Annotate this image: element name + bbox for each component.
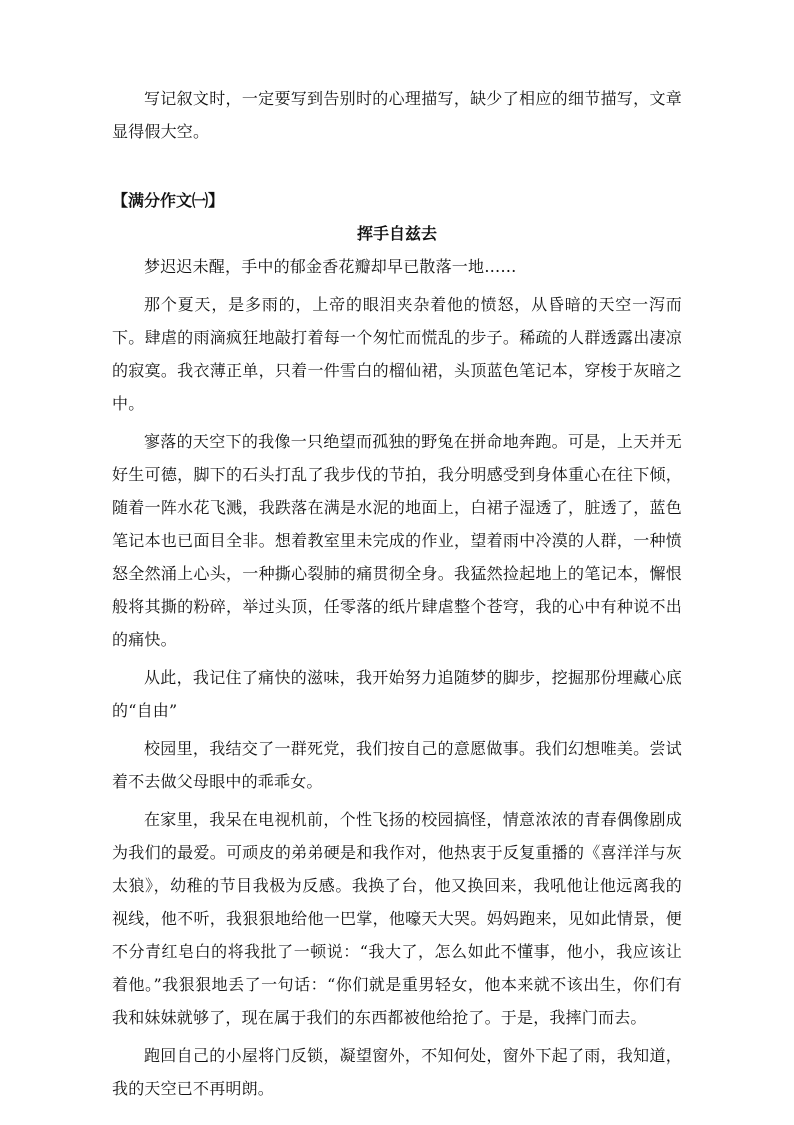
essay-paragraph-6: 在家里，我呆在电视机前，个性飞扬的校园搞怪，情意浓浓的青春偶像剧成为我们的最爱。可顽皮的弟弟硬是和我作对，他热衷于反复重播的《喜洋洋与灰太狼》，幼稚的节目我极为反感。我换了台，他又换回来，我吼他让他远离我的视线，他不听，我狠狠地给他一巴掌，他嚎天大哭。妈妈跑来，见如此情景，便不分青红皂白的将我批了一顿说：“我大了，怎么如此不懂事，他小，我应该让着他。”我狠狠地丢了一句话：“你们就是重男轻女，他本来就不该出生，你们有我和妹妹就够了，现在属于我们的东西都被他给抢了。于是，我摔门而去。	[112, 810, 682, 1027]
essay-paragraph-2: 那个夏天，是多雨的，上帝的眼泪夹杂着他的愤怒，从昏暗的天空一泻而下。肆虐的雨滴疯狂地敲打着每一个匆忙而慌乱的步子。稀疏的人群透露出凄凉的寂寞。我衣薄正单，只着一件雪白的榴仙裙，头顶蓝色笔记本，穿梭于灰暗之中。	[112, 295, 682, 413]
essay-paragraph-1: 梦迟迟未醒，手中的郁金香花瓣却早已散落一地……	[144, 257, 517, 276]
essay-title: 挥手自兹去	[356, 224, 437, 243]
essay-paragraph-3: 寥落的天空下的我像一只绝望而孤独的野兔在拼命地奔跑。可是，上天并无好生可德，脚下的石头打乱了我步伐的节拍，我分明感受到身体重心在往下倾，随着一阵水花飞溅，我跌落在满是水泥的地面上，白裙子湿透了，脏透了，蓝色笔记本也已面目全非。想着教室里未完成的作业，望着雨中冷漠的人群，一种愤怒全然涌上心头，一种撕心裂肺的痛贯彻全身。我猛然捡起地上的笔记本，懈恨般将其撕的粉碎，举过头顶，任零落的纸片肆虐整个苍穹，我的心中有种说不出的痛快。	[112, 432, 682, 649]
essay-body	[112, 250, 682, 1105]
essay-paragraph-5: 校园里，我结交了一群死党，我们按自己的意愿做事。我们幻想唯美。尝试着不去做父母眼中的乖乖女。	[112, 739, 682, 791]
intro-paragraph: 写记叙文时，一定要写到告别时的心理描写，缺少了相应的细节描写，文章显得假大空。	[112, 89, 682, 141]
essay-paragraph-7: 跑回自己的小屋将门反锁，凝望窗外，不知何处，窗外下起了雨，我知道，我的天空已不再明朗。	[112, 1046, 682, 1098]
essay-paragraph-4: 从此，我记住了痛快的滋味，我开始努力追随梦的脚步，挖掘那份埋藏心底的“自由”	[112, 668, 682, 720]
section-heading: 【满分作文㈠】	[112, 191, 225, 210]
